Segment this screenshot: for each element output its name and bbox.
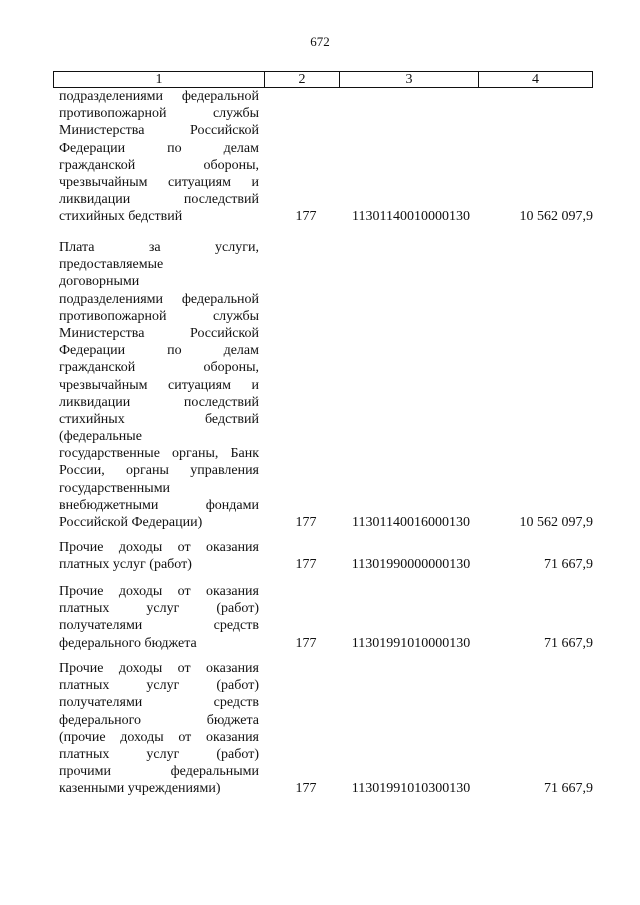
- description-line: Прочие доходы от оказания: [59, 661, 259, 676]
- description-line: Министерства Российской: [59, 123, 259, 139]
- description-line: платных услуг (работ): [59, 746, 259, 762]
- description-line: противопожарной службы: [59, 106, 259, 122]
- row-kbk: 11301140010000130: [352, 209, 470, 225]
- description-line: федерального бюджета: [59, 712, 259, 728]
- description-line: федерального бюджета: [59, 635, 197, 651]
- row-code: 177: [295, 557, 317, 573]
- table-header: [53, 71, 593, 88]
- row-amount: 10 562 097,9: [519, 209, 593, 225]
- description-line: чрезвычайным ситуациям и: [59, 377, 259, 393]
- description-line: стихийных бедствий: [59, 411, 259, 427]
- row-kbk: 11301991010000130: [351, 635, 471, 651]
- description-line: платных услуг (работ): [59, 557, 192, 573]
- description-line: чрезвычайным ситуациям и: [59, 174, 259, 190]
- description-line: Прочие доходы от оказания: [59, 540, 259, 555]
- description-line: (прочие доходы от оказания: [59, 729, 259, 745]
- header-col-4: 4: [532, 72, 539, 87]
- description-line: Федерации по делам: [59, 140, 259, 156]
- description-line: гражданской обороны,: [59, 157, 259, 173]
- row-kbk: 11301991010300130: [351, 781, 471, 797]
- row-amount: 71 667,9: [544, 557, 593, 573]
- description-line: платных услуг (работ): [59, 601, 259, 617]
- description-line: казенными учреждениями): [59, 781, 221, 797]
- row-code: 177: [295, 515, 317, 531]
- header-col-3: 3: [340, 72, 479, 87]
- row-kbk: 11301990000000130: [351, 557, 471, 573]
- row-code: 177: [295, 635, 317, 651]
- description-line: государственные органы, Банк: [59, 446, 259, 462]
- description-line: стихийных бедствий: [59, 209, 183, 225]
- row-description: [59, 239, 259, 531]
- description-line: противопожарной службы: [59, 308, 259, 324]
- description-line: Министерства Российской: [59, 325, 259, 341]
- description-line: подразделениями федеральной: [59, 89, 259, 104]
- description-line: прочими федеральными: [59, 764, 259, 780]
- description-line: Российской Федерации): [59, 515, 203, 530]
- header-col-1: 1: [54, 72, 265, 87]
- description-line: государственными: [59, 480, 171, 496]
- description-line: договорными: [59, 274, 140, 290]
- description-line: России, органы управления: [59, 463, 259, 479]
- description-line: ликвидации последствий: [59, 192, 259, 208]
- description-line: подразделениями федеральной: [59, 291, 259, 307]
- description-line: получателями средств: [59, 618, 259, 634]
- description-line: ликвидации последствий: [59, 394, 259, 410]
- row-amount: 71 667,9: [544, 635, 593, 651]
- row-kbk: 11301140016000130: [352, 515, 470, 531]
- description-line: платных услуг (работ): [59, 678, 259, 694]
- description-line: Прочие доходы от оказания: [59, 584, 259, 599]
- description-line: Плата за услуги,: [59, 240, 259, 255]
- row-description: [59, 539, 259, 573]
- row-amount: 10 562 097,9: [519, 515, 593, 531]
- page-number: 672: [310, 34, 330, 49]
- row-code: 177: [295, 781, 317, 797]
- row-amount: 71 667,9: [544, 781, 593, 797]
- description-line: Федерации по делам: [59, 343, 259, 359]
- description-line: получателями средств: [59, 695, 259, 711]
- row-description: [59, 660, 259, 798]
- row-description: [59, 583, 259, 652]
- row-description: [59, 88, 259, 226]
- header-col-2: 2: [265, 72, 340, 87]
- description-line: предоставляемые: [59, 257, 164, 273]
- row-code: 177: [295, 209, 317, 225]
- description-line: (федеральные: [59, 429, 142, 445]
- description-line: внебюджетными фондами: [59, 497, 259, 513]
- description-line: гражданской обороны,: [59, 360, 259, 376]
